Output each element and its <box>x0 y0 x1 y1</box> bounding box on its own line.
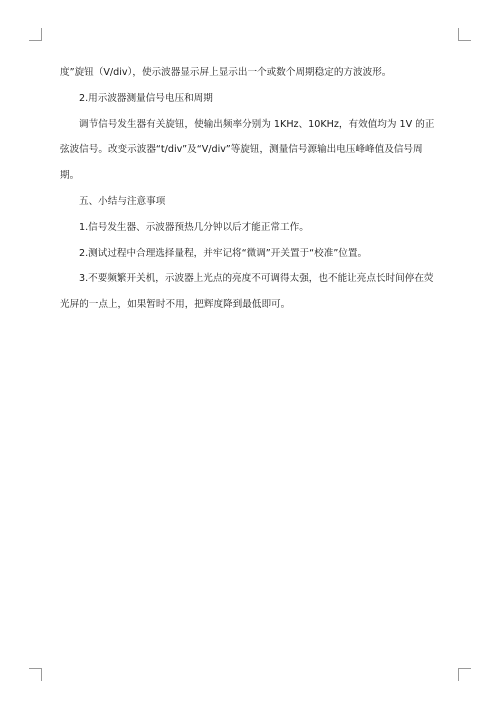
note-item-1: 1.信号发生器、示波器预热几分钟以后才能正常工作。 <box>79 221 309 233</box>
crop-mark-bottom-left <box>29 668 42 681</box>
section-heading-measure: 2.用示波器测量信号电压和周期 <box>79 92 213 104</box>
section-heading-summary: 五、小结与注意事项 <box>79 195 166 207</box>
note-item-3: 3.不要频繁开关机，示波器上光点的亮度不可调得太强，也不能让亮点长时间停在荧光屏的一点上，如果暂时不用，把辉度降到最低即可。 <box>60 273 434 311</box>
paragraph-continuation: 度”旋钮（V/div），使示波器显示屏上显示出一个或数个周期稳定的方波波形。 <box>60 67 392 78</box>
crop-mark-bottom-right <box>458 668 471 681</box>
paragraph-procedure: 调节信号发生器有关旋钮，使输出频率分别为 1KHz、10KHz，有效值均为 1V 的正弦波信号。改变示波器“t/div”及“V/div”等旋钮，测量信号源输出电压峰峰值及信号周期。 <box>60 118 435 182</box>
crop-mark-top-right <box>458 28 471 41</box>
document-body <box>60 60 440 318</box>
crop-mark-top-left <box>29 28 42 41</box>
note-item-2: 2.测试过程中合理选择量程，并牢记将“微调”开关置于“校准”位置。 <box>79 247 368 259</box>
